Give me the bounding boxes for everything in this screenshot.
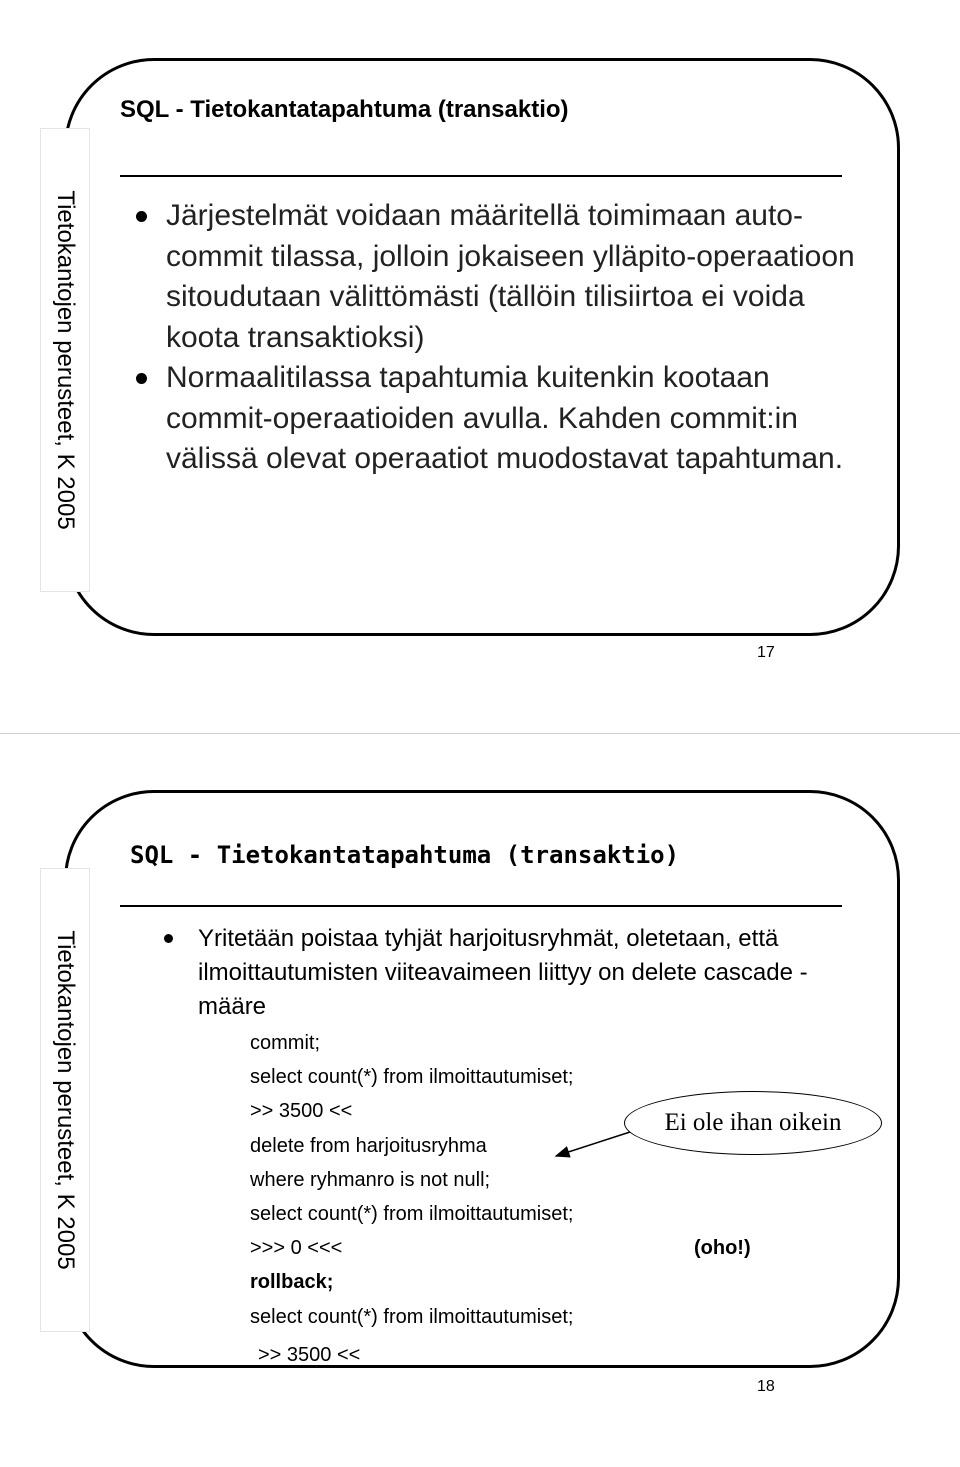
callout-bubble: Ei ole ihan oikein (624, 1091, 882, 1155)
bullet-text: Järjestelmät voidaan määritellä toimimaan auto-commit tilassa, jolloin jokaiseen ylläpito-operaatioon sitoudutaan välittömästi (tällöin tilisiirtoa ei voida koota transaktioksi) (166, 199, 855, 354)
code-line: select count(*) from ilmoittautumiset; (250, 1202, 574, 1225)
bullet-text: Yritetään poistaa tyhjät harjoitusryhmät, oletetaan, että ilmoittautumisten viiteavaimeen liittyy on delete cascade -määre (198, 925, 808, 1020)
slide-title: SQL - Tietokantatapahtuma (transaktio) (130, 841, 680, 869)
code-line: >>> 0 <<< (250, 1237, 343, 1260)
bullet-text: Normaalitilassa tapahtumia kuitenkin kootaan commit-operaatioiden avulla. Kahden commit:in välissä olevat operaatiot muodostavat tapahtuman. (166, 361, 844, 475)
title-rule (120, 175, 842, 177)
code-line: >> 3500 << (250, 1100, 353, 1123)
code-line: where ryhmanro is not null; (250, 1168, 491, 1191)
course-label: Tietokantojen perusteet, K 2005 (52, 190, 79, 530)
code-line-rollback: rollback; (250, 1271, 334, 1294)
course-sidebar (40, 128, 90, 592)
result-line: >> 3500 << (258, 1344, 361, 1366)
code-line: delete from harjoitusryhma (250, 1134, 487, 1157)
code-line: commit; (250, 1032, 320, 1054)
course-label: Tietokantojen perusteet, K 2005 (52, 930, 79, 1270)
slide-18 (0, 733, 960, 1466)
slide-17 (0, 0, 960, 733)
page-number: 17 (757, 644, 775, 661)
code-line: select count(*) from ilmoittautumiset; (250, 1305, 574, 1328)
bullet-list (128, 196, 868, 480)
bullet-item (128, 358, 868, 480)
code-line: select count(*) from ilmoittautumiset; (250, 1066, 574, 1089)
slide-title: SQL - Tietokantatapahtuma (transaktio) (120, 96, 569, 123)
bullet-item (128, 196, 868, 358)
oho-note: (oho!) (694, 1237, 751, 1259)
page-number: 18 (757, 1378, 775, 1395)
bullet-dot-icon (136, 211, 147, 222)
bullet-dot-icon (136, 373, 147, 384)
